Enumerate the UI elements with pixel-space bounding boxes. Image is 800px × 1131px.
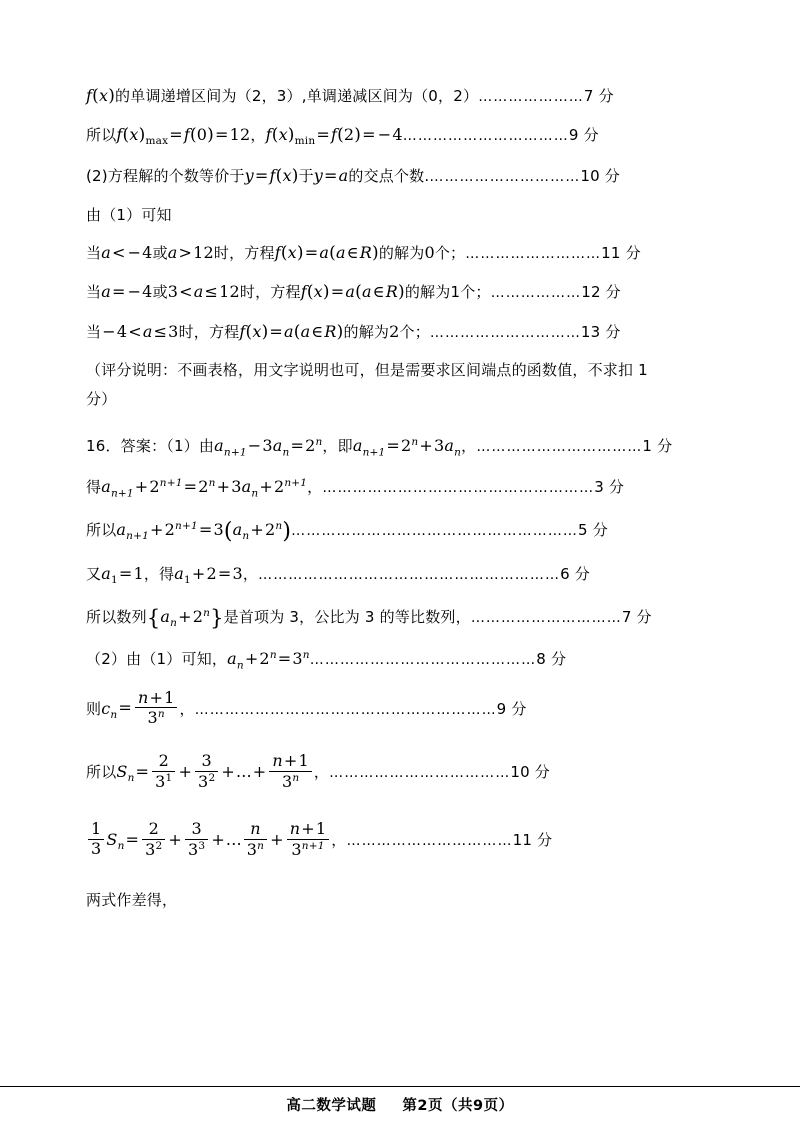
math-x: x bbox=[278, 125, 288, 145]
math-3: 3 bbox=[91, 839, 102, 859]
line10-dots: ……………………………………………… bbox=[322, 480, 595, 497]
math-eq: = bbox=[217, 563, 232, 583]
answer-line-8a bbox=[86, 361, 714, 380]
line15-score: 9 分 bbox=[496, 699, 527, 718]
fraction-3-3pow2 bbox=[195, 753, 218, 791]
math-3: 3 bbox=[191, 818, 202, 838]
math-2: 2 bbox=[192, 607, 204, 627]
math-x: x bbox=[313, 282, 323, 302]
math-in: ∈ bbox=[311, 321, 324, 341]
line14-prefix: （2）由（1）可知， bbox=[86, 650, 228, 669]
answer-line-13: 所以数列$\{a_n+2^n\}$是首项为 3，公比为 3 的等比数列，…………………………7 分 bbox=[86, 606, 652, 631]
math-eq: = bbox=[290, 435, 305, 455]
math-3: 3 bbox=[291, 839, 302, 859]
math-12: 12 bbox=[229, 125, 251, 145]
math-1: 1 bbox=[133, 563, 144, 583]
line8-text: （评分说明：不画表格，用文字说明也可，但是需要求区间端点的函数值，不求扣 1 bbox=[86, 360, 648, 379]
math-a: a bbox=[444, 435, 455, 455]
line13-suffix: 是首项为 3，公比为 3 的等比数列， bbox=[223, 608, 471, 627]
line7-score: 13 分 bbox=[580, 322, 621, 341]
math-min: min bbox=[294, 135, 316, 148]
math-a: a bbox=[101, 563, 111, 583]
math-f: f bbox=[116, 125, 123, 145]
math-1: 1 bbox=[315, 818, 327, 838]
math-ellipsis: ... bbox=[225, 829, 242, 849]
answer-line-15 bbox=[86, 687, 714, 729]
math-eq: = bbox=[362, 125, 376, 145]
math-3: 3 bbox=[292, 649, 303, 669]
math-sub-n1: n+1 bbox=[110, 487, 134, 500]
line12-prefix: 又 bbox=[86, 564, 102, 583]
line7-dots: ………………………… bbox=[429, 324, 581, 341]
math-sup-n: n bbox=[315, 435, 323, 448]
math-S: S bbox=[116, 762, 128, 782]
math-le: ≤ bbox=[153, 321, 168, 341]
math-a: a bbox=[284, 321, 294, 341]
line14-dots: ……………………………………… bbox=[309, 652, 537, 669]
math-a: a bbox=[227, 649, 237, 669]
math-sub-1: 1 bbox=[184, 573, 191, 586]
page-footer bbox=[0, 1086, 800, 1131]
fraction-n1-3n bbox=[269, 753, 312, 791]
math-n: n bbox=[250, 818, 261, 838]
line7-prefix: 当 bbox=[86, 322, 102, 341]
math-sup-2: 2 bbox=[155, 839, 163, 852]
math-sub-n1: n+1 bbox=[126, 530, 149, 543]
line16-dots: ……………………………… bbox=[329, 765, 511, 782]
math-2: 2 bbox=[259, 649, 270, 669]
line9-score: 1 分 bbox=[642, 436, 673, 455]
math-sup-n: n bbox=[292, 772, 300, 785]
line11-score: 5 分 bbox=[578, 521, 608, 540]
math-plus: + bbox=[250, 520, 264, 540]
math-or: 或 bbox=[152, 283, 168, 302]
math-3: 3 bbox=[262, 435, 273, 455]
math-plus: + bbox=[150, 520, 164, 540]
math-2: 2 bbox=[343, 125, 355, 145]
math-eq: = bbox=[269, 321, 284, 341]
math-3: 3 bbox=[155, 772, 166, 792]
math-eq: = bbox=[386, 435, 401, 455]
math-x: x bbox=[282, 166, 292, 186]
math-sup-n: n bbox=[208, 476, 216, 489]
answer-body bbox=[86, 86, 714, 929]
fraction-n1-3n1 bbox=[287, 818, 330, 859]
line13-prefix: 所以数列 bbox=[86, 608, 147, 627]
math-f: f bbox=[265, 125, 272, 145]
math-R: R bbox=[359, 243, 372, 263]
math-eq: = bbox=[304, 243, 319, 263]
math-x: x bbox=[129, 125, 139, 145]
answer-line-1: f(x)的单调递增区间为（2，3）,单调递减区间为（0，2）…………………7 分 bbox=[86, 86, 614, 106]
math-sup-n1: n+1 bbox=[175, 520, 198, 533]
math-eq: = bbox=[135, 762, 150, 782]
math-f: f bbox=[183, 125, 190, 145]
math-0: 0 bbox=[424, 243, 435, 263]
fraction-n1-3n bbox=[135, 687, 178, 728]
math-3: 3 bbox=[231, 477, 242, 497]
answer-line-5: 当a< −4或a>12时，方程f(x)=a(a∈R)的解为0个；………………………11 分 bbox=[86, 243, 641, 264]
math-eq: = bbox=[215, 125, 229, 145]
math-f: f bbox=[86, 86, 93, 105]
line17-dots: …………………………… bbox=[346, 832, 513, 849]
math-sub-n: n bbox=[454, 445, 462, 458]
math-eq: = bbox=[111, 282, 126, 302]
math-f: f bbox=[300, 282, 307, 302]
math-c: c bbox=[101, 698, 111, 718]
math-f: f bbox=[330, 125, 338, 145]
line5-suffix1: 的解为 bbox=[378, 244, 425, 263]
line7-mid: 时，方程 bbox=[178, 322, 240, 341]
line9-prefix: 16．答案：（1）由 bbox=[86, 436, 215, 455]
math-f: f bbox=[239, 321, 246, 341]
line5-suffix2: 个； bbox=[434, 244, 466, 263]
line15-dots: …………………………………………………… bbox=[194, 701, 497, 718]
math-ellipsis: ... bbox=[235, 762, 252, 782]
line7-suffix2: 个； bbox=[399, 322, 430, 341]
math-sub-n: n bbox=[127, 772, 135, 785]
math-3: 3 bbox=[246, 839, 258, 859]
math-eq: = bbox=[324, 166, 338, 186]
answer-line-16 bbox=[86, 751, 714, 792]
math-4: 4 bbox=[116, 321, 128, 341]
line2-dots: …………………………… bbox=[402, 128, 569, 145]
math-plus: + bbox=[283, 751, 298, 771]
math-eq: = bbox=[277, 649, 292, 669]
math-a: a bbox=[272, 435, 283, 455]
line14-score: 8 分 bbox=[536, 650, 567, 669]
math-S: S bbox=[106, 829, 118, 849]
math-a: a bbox=[352, 435, 363, 455]
math-sup-n: n bbox=[411, 435, 419, 448]
math-sup-n: n bbox=[275, 520, 283, 533]
line10-prefix: 得 bbox=[86, 478, 102, 497]
math-sup-n: n bbox=[257, 839, 265, 852]
answer-line-10 bbox=[86, 477, 714, 500]
math-3: 3 bbox=[168, 321, 179, 341]
math-x: x bbox=[98, 86, 109, 105]
answer-line-3: (2)方程解的个数等价于y=f(x)于y=a的交点个数.…………………………10 分 bbox=[86, 166, 620, 187]
math-1: 1 bbox=[298, 751, 309, 771]
line11-dots: ………………………………………………… bbox=[291, 523, 579, 540]
math-eq: = bbox=[125, 829, 140, 849]
line17-score: 11 分 bbox=[512, 830, 553, 849]
fraction-n-3n bbox=[244, 818, 267, 859]
math-eq: = bbox=[316, 125, 330, 145]
math-plus: + bbox=[301, 818, 315, 838]
math-sub-n1: n+1 bbox=[223, 445, 247, 458]
math-sub-1: 1 bbox=[110, 573, 118, 586]
math-3: 3 bbox=[201, 751, 212, 771]
line6-mid: 时，方程 bbox=[239, 283, 301, 302]
line5-mid: 时，方程 bbox=[213, 244, 275, 263]
math-a: a bbox=[167, 243, 178, 263]
math-12: 12 bbox=[219, 282, 240, 302]
math-plus: + bbox=[252, 762, 267, 782]
math-sub-n: n bbox=[110, 708, 118, 721]
fraction-2-3pow1 bbox=[152, 753, 175, 791]
math-1: 1 bbox=[164, 687, 175, 707]
math-eq: = bbox=[118, 563, 133, 583]
math-plus: + bbox=[191, 563, 206, 583]
math-gt: > bbox=[178, 243, 193, 263]
math-a: a bbox=[116, 520, 127, 540]
math-minus: − bbox=[127, 282, 142, 302]
answer-line-14 bbox=[86, 649, 714, 672]
line6-suffix2: 1个； bbox=[450, 283, 491, 302]
footer-page-number: 第2页（共9页） bbox=[402, 1098, 514, 1114]
answer-line-7: 当−4<a≤3时，方程f(x)=a(a∈R)的解为2个；…………………………13 分 bbox=[86, 321, 621, 342]
math-sup-2: 2 bbox=[208, 772, 216, 785]
math-a: a bbox=[101, 282, 111, 302]
math-x: x bbox=[287, 243, 297, 263]
math-3: 3 bbox=[198, 772, 209, 792]
fraction-2-3pow2 bbox=[142, 818, 165, 859]
line5-dots: ……………………… bbox=[465, 246, 602, 263]
line15-comma: ， bbox=[179, 699, 195, 718]
line16-comma: ， bbox=[313, 763, 330, 782]
math-a: a bbox=[193, 282, 204, 302]
line4-text: 由（1）可知 bbox=[86, 205, 172, 224]
math-a: a bbox=[160, 607, 171, 627]
line12-comma: ， bbox=[242, 564, 259, 583]
math-plus: + bbox=[178, 762, 193, 782]
answer-line-8b bbox=[86, 390, 714, 409]
answer-line-2: 所以$f(x)_{max}=f(0)=12$，$f(x)_{min}=f(2)=$ −4……………………………9 分 bbox=[86, 125, 599, 148]
math-plus: + bbox=[270, 829, 284, 849]
math-plus: + bbox=[149, 687, 164, 707]
answer-line-11: 所以$a_{n+1}+2^{n+1}=3(a_n+2^n)\dots\dots\dots\dots\dots\dots\dots\dots\dots\dots\dots\dots\dots\dots\dots\dots\dots\dots\dots 5$ 分 bbox=[86, 519, 608, 545]
math-sub-n: n bbox=[242, 530, 250, 543]
math-a: a bbox=[214, 435, 224, 455]
line11-prefix: 所以 bbox=[86, 521, 117, 540]
answer-line-9 bbox=[86, 436, 714, 459]
line9-comma: ， bbox=[461, 436, 477, 455]
math-sub-n: n bbox=[251, 487, 259, 500]
math-sup-n1: n+1 bbox=[159, 476, 183, 489]
math-4: 4 bbox=[142, 282, 153, 302]
line17-comma: ， bbox=[331, 830, 347, 849]
math-3: 3 bbox=[167, 282, 179, 302]
math-a: a bbox=[232, 520, 243, 540]
math-in: ∈ bbox=[372, 282, 385, 302]
math-sup-n: n bbox=[269, 649, 277, 662]
math-2: 2 bbox=[149, 477, 160, 497]
math-4: 4 bbox=[142, 243, 153, 263]
line3-dots: ………………………… bbox=[429, 169, 581, 186]
math-sub-n1: n+1 bbox=[362, 445, 386, 458]
fraction-3-3pow3 bbox=[185, 818, 208, 859]
line16-prefix: 所以 bbox=[86, 763, 117, 782]
math-R: R bbox=[324, 321, 337, 341]
line3-prefix: (2)方程解的个数等价于 bbox=[86, 167, 245, 186]
line12-mid: ，得 bbox=[143, 564, 175, 583]
line10-score: 3 分 bbox=[594, 478, 625, 497]
math-sup-n1: n+1 bbox=[301, 839, 325, 852]
math-plus: + bbox=[211, 829, 225, 849]
math-3: 3 bbox=[145, 839, 156, 859]
line18-text: 两式作差得， bbox=[86, 891, 178, 910]
line6-score: 12 分 bbox=[581, 283, 621, 302]
line10-comma: ， bbox=[307, 478, 323, 497]
math-2: 2 bbox=[158, 751, 169, 771]
math-3: 3 bbox=[147, 708, 158, 728]
math-minus: − bbox=[127, 243, 142, 263]
math-or: 或 bbox=[152, 244, 168, 263]
line2-prefix: 所以 bbox=[86, 126, 117, 145]
answer-line-17 bbox=[86, 818, 714, 860]
line3-suffix: 的交点个数. bbox=[348, 167, 430, 186]
math-minus: − bbox=[377, 125, 392, 145]
math-2: 2 bbox=[401, 435, 412, 455]
line2-score: 9 分 bbox=[568, 126, 599, 145]
math-3: 3 bbox=[188, 839, 199, 859]
line5-score: 11 分 bbox=[601, 244, 641, 263]
math-plus: + bbox=[244, 649, 259, 669]
math-sub-n: n bbox=[282, 445, 290, 458]
math-le: ≤ bbox=[204, 282, 219, 302]
math-2: 2 bbox=[164, 520, 175, 540]
math-sup-n1: n+1 bbox=[284, 476, 308, 489]
math-a: a bbox=[142, 321, 153, 341]
math-eq: = bbox=[169, 125, 183, 145]
math-4: 4 bbox=[392, 125, 403, 145]
math-a: a bbox=[300, 321, 311, 341]
line1-dots: ………………… bbox=[478, 89, 584, 105]
line12-dots: …………………………………………………… bbox=[258, 566, 561, 583]
math-plus: + bbox=[259, 477, 273, 497]
math-lt: < bbox=[111, 243, 126, 263]
math-3: 3 bbox=[213, 520, 224, 540]
math-in: ∈ bbox=[346, 243, 359, 263]
math-2: 2 bbox=[206, 563, 217, 583]
math-a: a bbox=[335, 243, 346, 263]
line13-score: 7 分 bbox=[621, 608, 652, 627]
math-plus: + bbox=[221, 762, 235, 782]
math-a: a bbox=[101, 477, 111, 497]
answer-line-12 bbox=[86, 564, 714, 587]
math-minus: − bbox=[247, 435, 262, 455]
math-plus: + bbox=[216, 477, 231, 497]
line6-suffix1: 的解为 bbox=[404, 283, 451, 302]
math-plus: + bbox=[178, 607, 192, 627]
line13-dots: ………………………… bbox=[470, 610, 622, 627]
math-a: a bbox=[174, 563, 184, 583]
math-R: R bbox=[385, 282, 398, 302]
line15-prefix: 则 bbox=[86, 699, 102, 718]
line12-score: 6 分 bbox=[560, 564, 591, 583]
math-a: a bbox=[361, 282, 372, 302]
math-2: 2 bbox=[198, 477, 209, 497]
math-lt: < bbox=[179, 282, 193, 302]
math-sub-n: n bbox=[236, 659, 244, 672]
math-sup-1: 1 bbox=[165, 772, 173, 785]
line1-text: 的单调递增区间为（2，3）,单调递减区间为（0，2） bbox=[115, 87, 479, 105]
math-n: n bbox=[289, 818, 301, 838]
math-y: y bbox=[313, 166, 324, 186]
line1-score: 7 分 bbox=[583, 87, 614, 105]
math-12: 12 bbox=[193, 243, 214, 263]
math-a: a bbox=[338, 166, 349, 186]
line5-prefix: 当 bbox=[86, 244, 102, 263]
math-a: a bbox=[345, 282, 356, 302]
math-max: max bbox=[145, 135, 169, 148]
line9-dots: …………………………… bbox=[476, 438, 643, 455]
math-2: 2 bbox=[389, 321, 400, 341]
math-x: x bbox=[252, 321, 262, 341]
line3-score: 10 分 bbox=[580, 167, 620, 186]
line8-text-cont: 分） bbox=[86, 390, 117, 409]
math-3: 3 bbox=[281, 772, 293, 792]
footer-subject: 高二数学试题 bbox=[286, 1098, 377, 1114]
answer-line-4 bbox=[86, 206, 714, 225]
math-3: 3 bbox=[434, 435, 445, 455]
math-sup-n: n bbox=[157, 708, 165, 721]
math-3: 3 bbox=[232, 563, 243, 583]
math-minus: − bbox=[102, 321, 116, 341]
math-eq: = bbox=[198, 520, 213, 540]
answer-line-6: 当a= −4或3<a≤12时，方程f(x)=a(a∈R)的解为1个；………………12 分 bbox=[86, 282, 621, 303]
math-eq: = bbox=[183, 477, 198, 497]
math-2: 2 bbox=[148, 818, 159, 838]
line16-score: 10 分 bbox=[510, 763, 550, 782]
line3-mid: 于 bbox=[298, 167, 314, 186]
math-2: 2 bbox=[305, 435, 316, 455]
math-a: a bbox=[241, 477, 252, 497]
math-2: 2 bbox=[264, 520, 276, 540]
math-sup-3: 3 bbox=[198, 839, 206, 852]
math-eq: = bbox=[118, 698, 132, 718]
fraction-1-3 bbox=[88, 821, 104, 858]
math-n: n bbox=[137, 687, 149, 707]
line6-dots: ……………… bbox=[490, 285, 582, 302]
math-a: a bbox=[319, 243, 330, 263]
math-2: 2 bbox=[273, 477, 285, 497]
line7-suffix1: 的解为 bbox=[343, 322, 390, 341]
math-eq: = bbox=[330, 282, 345, 302]
math-plus: + bbox=[419, 435, 433, 455]
line9-mid: ，即 bbox=[322, 436, 353, 455]
math-sup-n: n bbox=[203, 606, 211, 619]
math-y: y bbox=[244, 166, 254, 186]
math-f: f bbox=[269, 166, 276, 186]
math-f: f bbox=[274, 243, 281, 263]
line6-prefix: 当 bbox=[86, 283, 102, 302]
math-plus: + bbox=[134, 477, 149, 497]
math-lt: < bbox=[128, 321, 142, 341]
math-sup-n: n bbox=[302, 649, 310, 662]
math-eq: = bbox=[254, 166, 269, 186]
math-plus: + bbox=[168, 829, 183, 849]
math-sub-n: n bbox=[170, 617, 178, 630]
math-a: a bbox=[101, 243, 111, 263]
math-0: 0 bbox=[196, 125, 208, 145]
math-n: n bbox=[272, 751, 283, 771]
answer-line-18 bbox=[86, 891, 714, 910]
math-1: 1 bbox=[91, 819, 102, 839]
math-sub-n: n bbox=[117, 839, 125, 852]
